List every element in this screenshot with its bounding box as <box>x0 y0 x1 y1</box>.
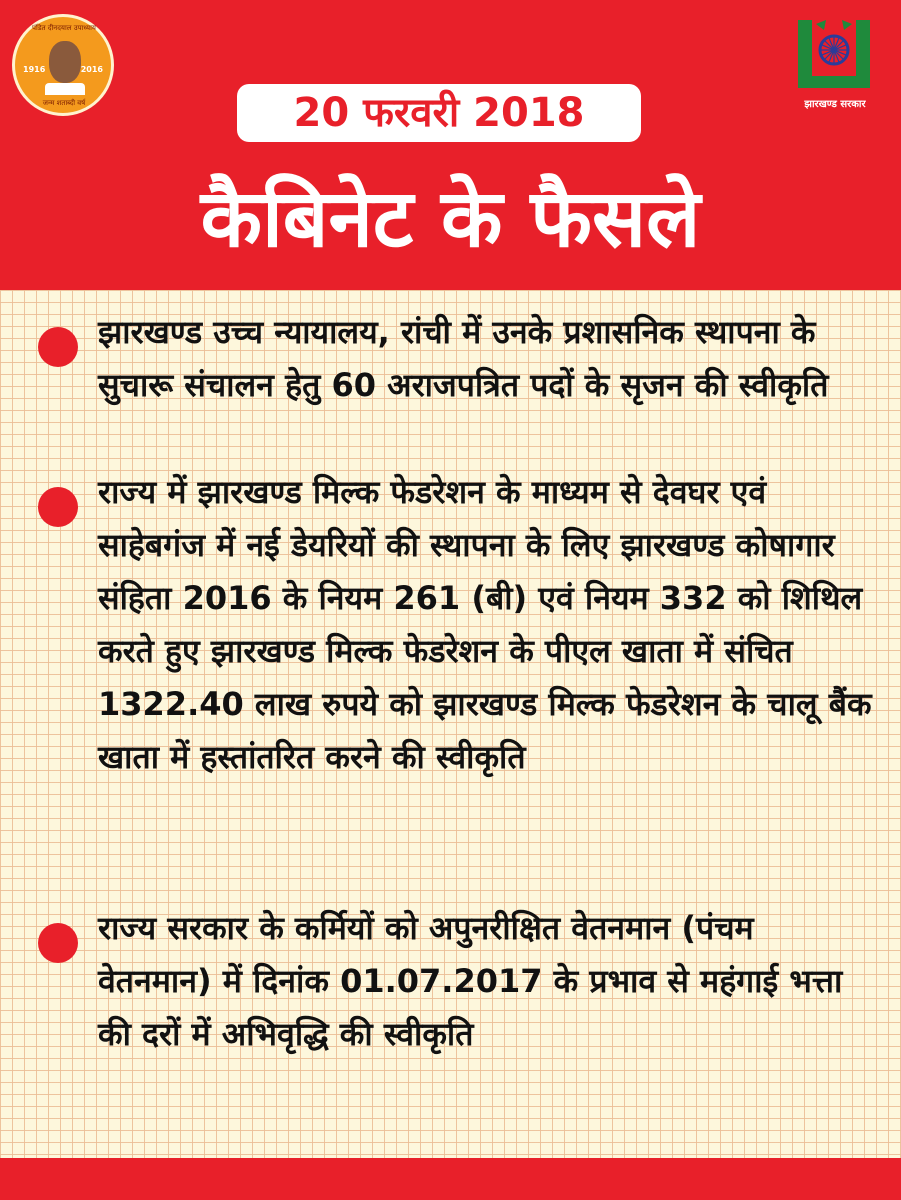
bullet-icon <box>38 923 78 963</box>
footer-band <box>0 1158 901 1200</box>
decision-text: राज्य में झारखण्ड मिल्क फेडरेशन के माध्यम से देवघर एवं साहेबगंज में नई डेयरियों की स्थापना के लिए झारखण्ड कोषागार संहिता 2016 के नियम 261 (बी) एवं नियम 332 को शिथिल करते हुए झारखण्ड मिल्क फेडरेशन के पीएल खाता में संचित 1322.40 लाख रुपये को झारखण्ड मिल्क फेडरेशन के चालू बैंक खाता में हस्तांतरित करने की स्वीकृति <box>98 473 872 776</box>
bullet-icon <box>38 487 78 527</box>
decision-text: झारखण्ड उच्च न्यायालय, रांची में उनके प्रशासनिक स्थापना के सुचारू संचालन हेतु 60 अराजपत्रित पदों के सृजन की स्वीकृति <box>98 313 829 404</box>
jharkhand-emblem-icon <box>794 16 874 92</box>
government-caption: झारखण्ड सरकार <box>804 99 866 110</box>
jharkhand-government-logo <box>792 16 876 112</box>
logo-year-start: 1916 <box>23 65 46 74</box>
logo-top-text: पंडित दीनदयाल उपाध्याय <box>32 24 96 32</box>
date-label: 20 फरवरी 2018 <box>237 84 641 142</box>
logo-year-end: 2016 <box>80 65 103 74</box>
deendayal-centenary-logo <box>12 14 114 116</box>
header-banner <box>0 0 901 290</box>
bullet-icon <box>38 327 78 367</box>
portrait-collar <box>45 83 85 95</box>
decisions-list <box>0 290 901 1158</box>
logo-bottom-text: जन्म शताब्दी वर्ष <box>42 99 86 107</box>
portrait-icon <box>49 41 81 83</box>
decision-text: राज्य सरकार के कर्मियों को अपुनरीक्षित वेतनमान (पंचम वेतनमान) में दिनांक 01.07.2017 के प्रभाव से महंगाई भत्ता की दरों में अभिवृद्धि की स्वीकृति <box>98 909 843 1053</box>
page-title: कैबिनेट के फैसले <box>200 172 701 265</box>
